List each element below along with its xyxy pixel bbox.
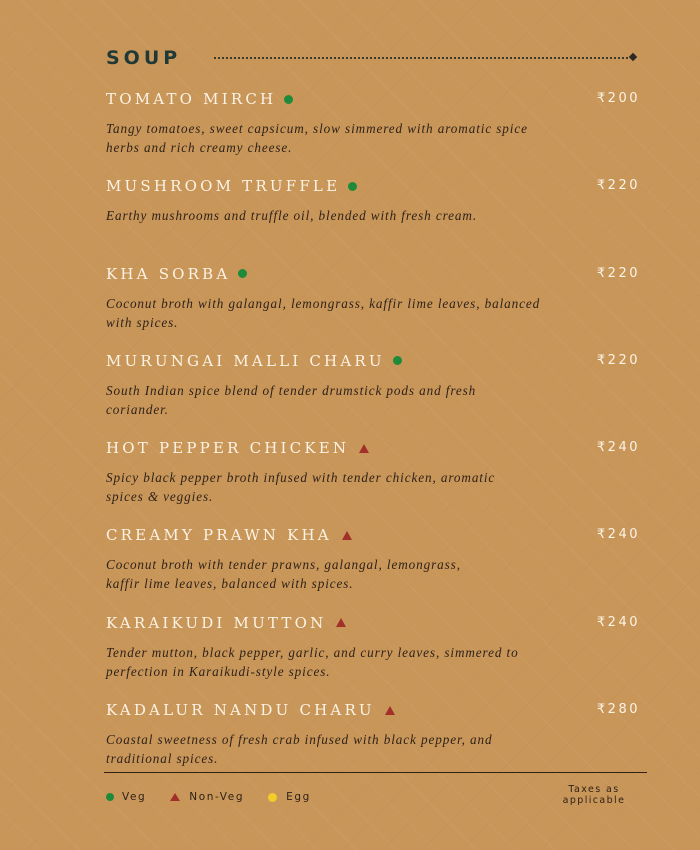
non-veg-triangle-icon — [385, 706, 395, 715]
item-description: Coconut broth with galangal, lemongrass, kaffir lime leaves, balanced with spices. — [106, 295, 541, 330]
menu-item-list — [106, 89, 640, 787]
item-name: KHA SORBA — [106, 264, 231, 283]
item-name-row — [106, 264, 247, 284]
item-price: ₹220 — [596, 352, 640, 368]
diet-legend — [106, 789, 335, 805]
menu-item-karaikudi-mutton — [106, 613, 640, 700]
item-name: TOMATO MIRCH — [106, 90, 277, 108]
item-name-row — [106, 351, 402, 371]
egg-dot-icon — [268, 793, 277, 802]
item-name: CREAMY PRAWN KHA — [106, 526, 332, 545]
menu-item-kha-sorba — [106, 264, 640, 351]
non-veg-triangle-icon — [336, 618, 346, 627]
legend-label-veg: Veg — [122, 791, 147, 803]
item-description: Spicy black pepper broth infused with tender chicken, aromatic spices & veggies. — [106, 470, 496, 505]
menu-item-tomato-mirch — [106, 89, 640, 176]
item-name: MURUNGAI MALLI CHARU — [106, 351, 385, 370]
non-veg-triangle-icon — [359, 444, 369, 453]
item-description: South Indian spice blend of tender drumstick pods and fresh coriander. — [106, 382, 477, 417]
legend-item-non-veg — [170, 791, 244, 803]
section-title: SOUP — [106, 47, 182, 69]
item-name: MUSHROOM TRUFFLE — [106, 177, 341, 196]
menu-item-kadalur-nandu-charu — [106, 700, 640, 787]
menu-item-mushroom-truffle — [106, 176, 640, 263]
taxes-note-line-2: applicable — [562, 795, 626, 806]
item-price: ₹240 — [596, 440, 640, 456]
veg-dot-icon — [284, 95, 293, 104]
item-name-row — [106, 438, 369, 458]
non-veg-triangle-icon — [342, 531, 352, 540]
non-veg-triangle-icon — [170, 793, 180, 801]
diamond-ornament-icon — [629, 53, 637, 61]
item-name-row — [106, 700, 395, 720]
menu-item-creamy-prawn-kha — [106, 525, 640, 612]
item-price: ₹240 — [596, 614, 640, 630]
taxes-note — [544, 784, 644, 806]
item-price: ₹200 — [596, 91, 640, 106]
legend-label-egg: Egg — [286, 791, 311, 803]
veg-dot-icon — [238, 269, 247, 278]
item-description: Coconut broth with tender prawns, galangal, lemongrass, kaffir lime leaves, balanced with spices. — [106, 557, 461, 592]
item-price: ₹220 — [596, 178, 640, 194]
item-name-row — [106, 525, 352, 545]
item-description: Tender mutton, black pepper, garlic, and curry leaves, simmered to perfection in Karaikudi-style spices. — [106, 644, 519, 679]
footer-divider — [104, 772, 647, 773]
veg-dot-icon — [393, 356, 402, 365]
item-name: HOT PEPPER CHICKEN — [106, 439, 350, 458]
veg-dot-icon — [106, 793, 114, 801]
item-name: KADALUR NANDU CHARU — [106, 701, 375, 720]
item-price: ₹280 — [596, 702, 640, 718]
veg-dot-icon — [348, 182, 357, 191]
menu-item-murungai-malli-charu — [106, 351, 640, 438]
item-price: ₹240 — [596, 527, 640, 543]
item-description: Tangy tomatoes, sweet capsicum, slow simmered with aromatic spice herbs and rich creamy cheese. — [106, 121, 528, 155]
legend-item-egg — [268, 791, 311, 803]
section-header — [106, 46, 638, 70]
item-name-row — [106, 176, 357, 196]
item-description: Earthy mushrooms and truffle oil, blended with fresh cream. — [106, 208, 478, 224]
section-dotted-rule — [214, 57, 628, 59]
menu-item-hot-pepper-chicken — [106, 438, 640, 525]
legend-item-veg — [106, 791, 146, 803]
item-price: ₹220 — [596, 265, 640, 281]
item-description: Coastal sweetness of fresh crab infused with black pepper, and traditional spices. — [106, 732, 493, 767]
taxes-note-line-1: Taxes as — [568, 784, 620, 795]
legend-label-non-veg: Non-Veg — [189, 791, 245, 803]
item-name-row — [106, 89, 293, 109]
item-name: KARAIKUDI MUTTON — [106, 613, 327, 632]
item-name-row — [106, 613, 346, 633]
